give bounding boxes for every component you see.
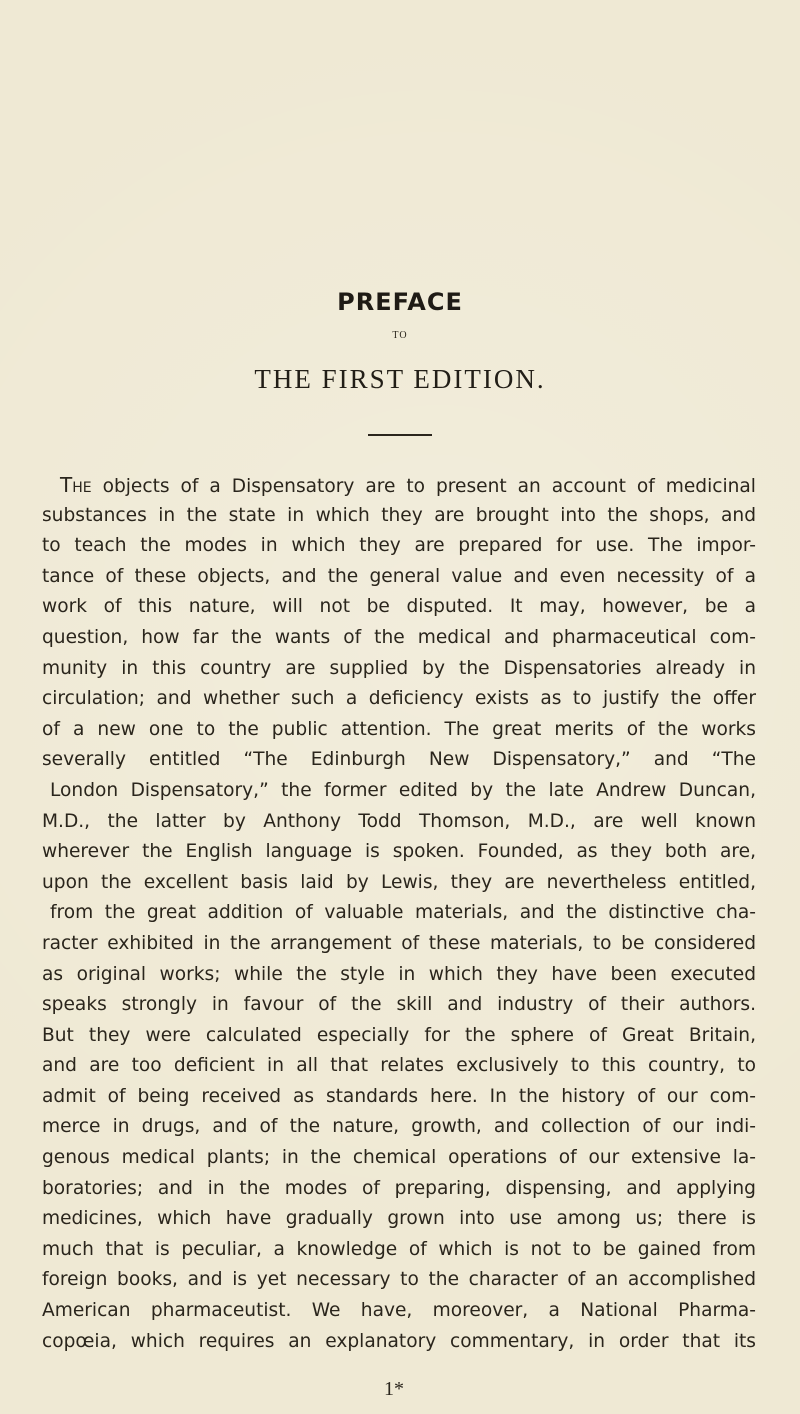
text-line: severally entitled “The Edinburgh New Dispensatory,” and “The	[42, 749, 756, 771]
text-line: speaks strongly in favour of the skill and industry of their authors.	[42, 994, 756, 1016]
text-line: boratories; and in the modes of preparing, dispensing, and applying	[42, 1177, 756, 1199]
text-line: M.D., the latter by Anthony Todd Thomson, M.D., are well known	[42, 810, 756, 832]
text-line: copœia, which requires an explanatory commentary, in order that its	[42, 1330, 756, 1352]
text-line: much that is peculiar, a knowledge of which is not to be gained from	[42, 1238, 756, 1260]
text-line: munity in this country are supplied by the Dispensatories already in	[42, 657, 756, 679]
text-line: merce in drugs, and of the nature, growth, and collection of our indi-	[42, 1116, 756, 1138]
text-line: wherever the English language is spoken. Founded, as they both are,	[42, 841, 756, 863]
text-line: to teach the modes in which they are prepared for use. The impor-	[42, 535, 756, 557]
text-line: substances in the state in which they are brought into the shops, and	[42, 504, 756, 526]
text-line: American pharmaceutist. We have, moreover, a National Pharma-	[42, 1300, 756, 1322]
preface-body	[42, 470, 756, 1357]
opening-word: The	[60, 473, 92, 497]
text-line: circulation; and whether such a deficiency exists as to justify the offer	[42, 688, 756, 710]
text-line: admit of being received as standards here. In the history of our com-	[42, 1085, 756, 1107]
text-line: medicines, which have gradually grown into use among us; there is	[42, 1208, 756, 1230]
text-line: racter exhibited in the arrangement of these materials, to be considered	[42, 932, 756, 954]
text-line: work of this nature, will not be disputed. It may, however, be a	[42, 596, 756, 618]
text-line: of a new one to the public attention. The great merits of the works	[42, 718, 756, 740]
text-line: from the great addition of valuable materials, and the distinctive cha-	[50, 902, 756, 924]
text-line: The objects of a Dispensatory are to present an account of medicinal	[60, 473, 756, 497]
edition-subheading: THE FIRST EDITION.	[254, 364, 546, 394]
text-line: But they were calculated especially for the sphere of Great Britain,	[42, 1024, 756, 1046]
text-line: as original works; while the style in which they have been executed	[42, 963, 756, 985]
text-line: London Dispensatory,” the former edited by the late Andrew Duncan,	[50, 779, 756, 801]
text-line: and are too deficient in all that relates exclusively to this country, to	[42, 1055, 756, 1077]
preface-heading: PREFACE	[337, 288, 463, 316]
text-line: tance of these objects, and the general value and even necessity of a	[42, 565, 756, 587]
section-rule	[368, 434, 432, 436]
text-line: genous medical plants; in the chemical operations of our extensive la-	[42, 1147, 756, 1169]
text-line: upon the excellent basis laid by Lewis, they are nevertheless entitled,	[42, 871, 756, 893]
text-line: question, how far the wants of the medical and pharmaceutical com-	[42, 626, 756, 648]
text-line: foreign books, and is yet necessary to the character of an accomplished	[42, 1269, 756, 1291]
heading-connector-to: TO	[392, 330, 408, 341]
signature-mark: 1*	[384, 1378, 404, 1400]
